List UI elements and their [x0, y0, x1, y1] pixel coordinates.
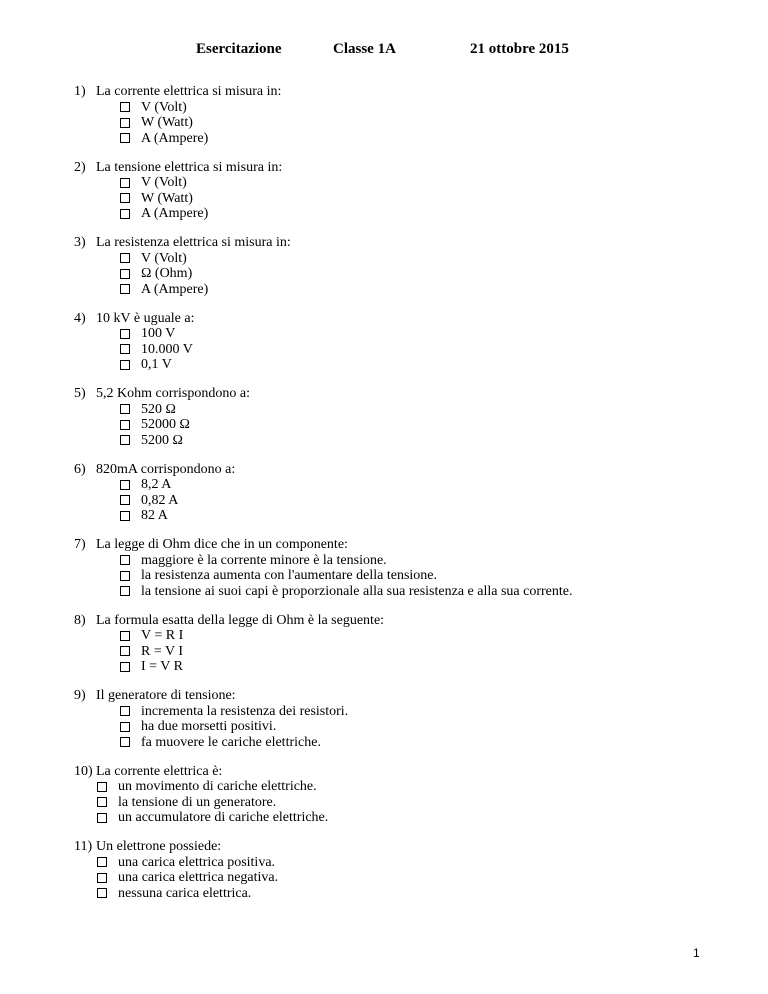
- answer-option-label: 8,2 A: [141, 477, 172, 492]
- header-date: 21 ottobre 2015: [470, 41, 569, 57]
- answer-checkbox[interactable]: [120, 706, 130, 716]
- question-10: [0, 764, 768, 826]
- answer-option: [0, 357, 768, 373]
- question-5: [0, 386, 768, 448]
- answer-option: [0, 704, 768, 720]
- question-heading: [0, 688, 768, 704]
- answer-checkbox[interactable]: [97, 782, 107, 792]
- question-text: 5,2 Kohm corrispondono a:: [96, 386, 250, 401]
- answer-checkbox[interactable]: [120, 586, 130, 596]
- answer-checkbox[interactable]: [97, 857, 107, 867]
- answer-option: [0, 719, 768, 735]
- question-text: La tensione elettrica si misura in:: [96, 159, 283, 175]
- answer-option: [0, 477, 768, 493]
- question-heading: [0, 839, 768, 855]
- question-2: [0, 160, 768, 222]
- question-number: 2): [74, 159, 86, 175]
- answer-checkbox[interactable]: [120, 555, 130, 565]
- answer-option: [0, 810, 768, 826]
- answer-option-label: V (Volt): [141, 175, 187, 190]
- answer-options: [0, 251, 768, 298]
- answer-checkbox[interactable]: [120, 480, 130, 490]
- answer-options: [0, 100, 768, 147]
- answer-checkbox[interactable]: [120, 420, 130, 430]
- answer-option-label: R = V I: [141, 643, 183, 659]
- answer-options: [0, 855, 768, 902]
- question-8: [0, 613, 768, 675]
- answer-option: [0, 779, 768, 795]
- answer-option: [0, 659, 768, 675]
- answer-checkbox[interactable]: [97, 797, 107, 807]
- answer-option: [0, 433, 768, 449]
- question-text: La resistenza elettrica si misura in:: [96, 235, 291, 250]
- answer-checkbox[interactable]: [120, 646, 130, 656]
- question-heading: [0, 462, 768, 478]
- answer-option-label: 0,1 V: [141, 357, 172, 372]
- answer-option: [0, 251, 768, 267]
- answer-option-label: Ω (Ohm): [141, 266, 193, 281]
- question-1: [0, 84, 768, 146]
- question-text: 10 kV è uguale a:: [96, 310, 195, 326]
- answer-option-label: una carica elettrica positiva.: [118, 854, 276, 870]
- answer-option-label: 10.000 V: [141, 341, 193, 357]
- question-heading: [0, 613, 768, 629]
- answer-option-label: un movimento di cariche elettriche.: [118, 779, 317, 794]
- question-heading: [0, 537, 768, 553]
- answer-checkbox[interactable]: [97, 813, 107, 823]
- answer-option-label: fa muovere le cariche elettriche.: [141, 734, 321, 750]
- answer-option: [0, 735, 768, 751]
- answer-option: [0, 115, 768, 131]
- answer-option: [0, 886, 768, 902]
- answer-option: [0, 175, 768, 191]
- question-9: [0, 688, 768, 750]
- question-11: [0, 839, 768, 901]
- question-heading: [0, 160, 768, 176]
- question-number: 4): [74, 310, 86, 326]
- question-4: [0, 311, 768, 373]
- question-heading: [0, 235, 768, 251]
- question-7: [0, 537, 768, 599]
- answer-option-label: nessuna carica elettrica.: [118, 885, 252, 901]
- answer-checkbox[interactable]: [120, 511, 130, 521]
- question-number: 11): [74, 839, 93, 854]
- answer-option: [0, 870, 768, 886]
- page-number: 1: [693, 946, 700, 960]
- answer-checkbox[interactable]: [97, 873, 107, 883]
- answer-checkbox[interactable]: [120, 404, 130, 414]
- answer-checkbox[interactable]: [120, 662, 130, 672]
- answer-options: [0, 402, 768, 449]
- answer-option-label: I = V R: [141, 659, 183, 674]
- question-heading: [0, 84, 768, 100]
- header-title: Esercitazione: [196, 41, 282, 57]
- answer-option-label: un accumulatore di cariche elettriche.: [118, 810, 329, 825]
- answer-checkbox[interactable]: [120, 737, 130, 747]
- answer-checkbox[interactable]: [120, 571, 130, 581]
- answer-option-label: una carica elettrica negativa.: [118, 870, 279, 885]
- question-text: La corrente elettrica si misura in:: [96, 84, 282, 99]
- answer-option-label: la resistenza aumenta con l'aumentare della tensione.: [141, 568, 438, 583]
- question-text: La formula esatta della legge di Ohm è la seguente:: [96, 612, 385, 628]
- answer-checkbox[interactable]: [120, 178, 130, 188]
- answer-options: [0, 477, 768, 524]
- answer-option: [0, 553, 768, 569]
- answer-option-label: 520 Ω: [141, 401, 176, 417]
- answer-checkbox[interactable]: [120, 344, 130, 354]
- answer-options: [0, 779, 768, 826]
- answer-option-label: incrementa la resistenza dei resistori.: [141, 703, 349, 719]
- answer-option: [0, 584, 768, 600]
- answer-option: [0, 282, 768, 298]
- answer-checkbox[interactable]: [120, 360, 130, 370]
- question-text: Un elettrone possiede:: [96, 839, 222, 854]
- answer-option: [0, 191, 768, 207]
- answer-checkbox[interactable]: [97, 888, 107, 898]
- answer-option: [0, 493, 768, 509]
- answer-option-label: la tensione ai suoi capi è proporzionale alla sua resistenza e alla sua corrente.: [141, 583, 573, 599]
- answer-option: [0, 628, 768, 644]
- answer-options: [0, 704, 768, 751]
- answer-option: [0, 266, 768, 282]
- answer-checkbox[interactable]: [120, 284, 130, 294]
- answer-option: [0, 100, 768, 116]
- question-number: 7): [74, 537, 86, 552]
- question-heading: [0, 386, 768, 402]
- answer-option-label: V (Volt): [141, 250, 187, 266]
- answer-option: [0, 417, 768, 433]
- answer-option-label: 52000 Ω: [141, 417, 190, 432]
- answer-checkbox[interactable]: [120, 209, 130, 219]
- answer-checkbox[interactable]: [120, 253, 130, 263]
- answer-option: [0, 568, 768, 584]
- question-number: 9): [74, 688, 86, 703]
- answer-option-label: 100 V: [141, 326, 176, 341]
- question-text: La legge di Ohm dice che in un componente:: [96, 537, 348, 552]
- answer-options: [0, 628, 768, 675]
- answer-option: [0, 326, 768, 342]
- answer-option-label: 5200 Ω: [141, 432, 183, 448]
- answer-option-label: 0,82 A: [141, 492, 179, 508]
- answer-checkbox[interactable]: [120, 495, 130, 505]
- answer-option-label: maggiore è la corrente minore è la tensione.: [141, 552, 387, 568]
- answer-checkbox[interactable]: [120, 435, 130, 445]
- question-number: 3): [74, 235, 86, 250]
- answer-option: [0, 131, 768, 147]
- answer-option: [0, 508, 768, 524]
- answer-checkbox[interactable]: [120, 118, 130, 128]
- question-heading: [0, 311, 768, 327]
- answer-option: [0, 342, 768, 358]
- question-6: [0, 462, 768, 524]
- question-3: [0, 235, 768, 297]
- answer-option-label: W (Watt): [141, 190, 193, 206]
- quiz-question-list: [0, 84, 768, 915]
- answer-checkbox[interactable]: [120, 722, 130, 732]
- question-number: 8): [74, 612, 86, 628]
- answer-option-label: ha due morsetti positivi.: [141, 719, 277, 734]
- answer-option-label: W (Watt): [141, 115, 193, 130]
- question-number: 6): [74, 461, 86, 477]
- header-class: Classe 1A: [333, 41, 396, 57]
- answer-option: [0, 644, 768, 660]
- question-number: 1): [74, 84, 86, 99]
- answer-checkbox[interactable]: [120, 269, 130, 279]
- answer-option-label: A (Ampere): [141, 281, 209, 297]
- question-text: Il generatore di tensione:: [96, 688, 236, 703]
- answer-option-label: V (Volt): [141, 99, 187, 115]
- answer-checkbox[interactable]: [120, 102, 130, 112]
- answer-option: [0, 402, 768, 418]
- answer-option-label: A (Ampere): [141, 130, 209, 146]
- question-number: 10): [74, 763, 93, 779]
- question-heading: [0, 764, 768, 780]
- answer-options: [0, 175, 768, 222]
- answer-options: [0, 326, 768, 373]
- answer-checkbox[interactable]: [120, 133, 130, 143]
- answer-option: [0, 795, 768, 811]
- answer-options: [0, 553, 768, 600]
- answer-option-label: V = R I: [141, 628, 184, 643]
- answer-option-label: 82 A: [141, 508, 168, 523]
- answer-option: [0, 206, 768, 222]
- answer-option: [0, 855, 768, 871]
- answer-checkbox[interactable]: [120, 193, 130, 203]
- answer-option-label: A (Ampere): [141, 206, 209, 221]
- question-text: 820mA corrispondono a:: [96, 461, 236, 477]
- answer-checkbox[interactable]: [120, 631, 130, 641]
- document-header: [0, 41, 768, 61]
- question-number: 5): [74, 386, 86, 401]
- answer-checkbox[interactable]: [120, 329, 130, 339]
- question-text: La corrente elettrica è:: [96, 763, 223, 779]
- answer-option-label: la tensione di un generatore.: [118, 794, 277, 810]
